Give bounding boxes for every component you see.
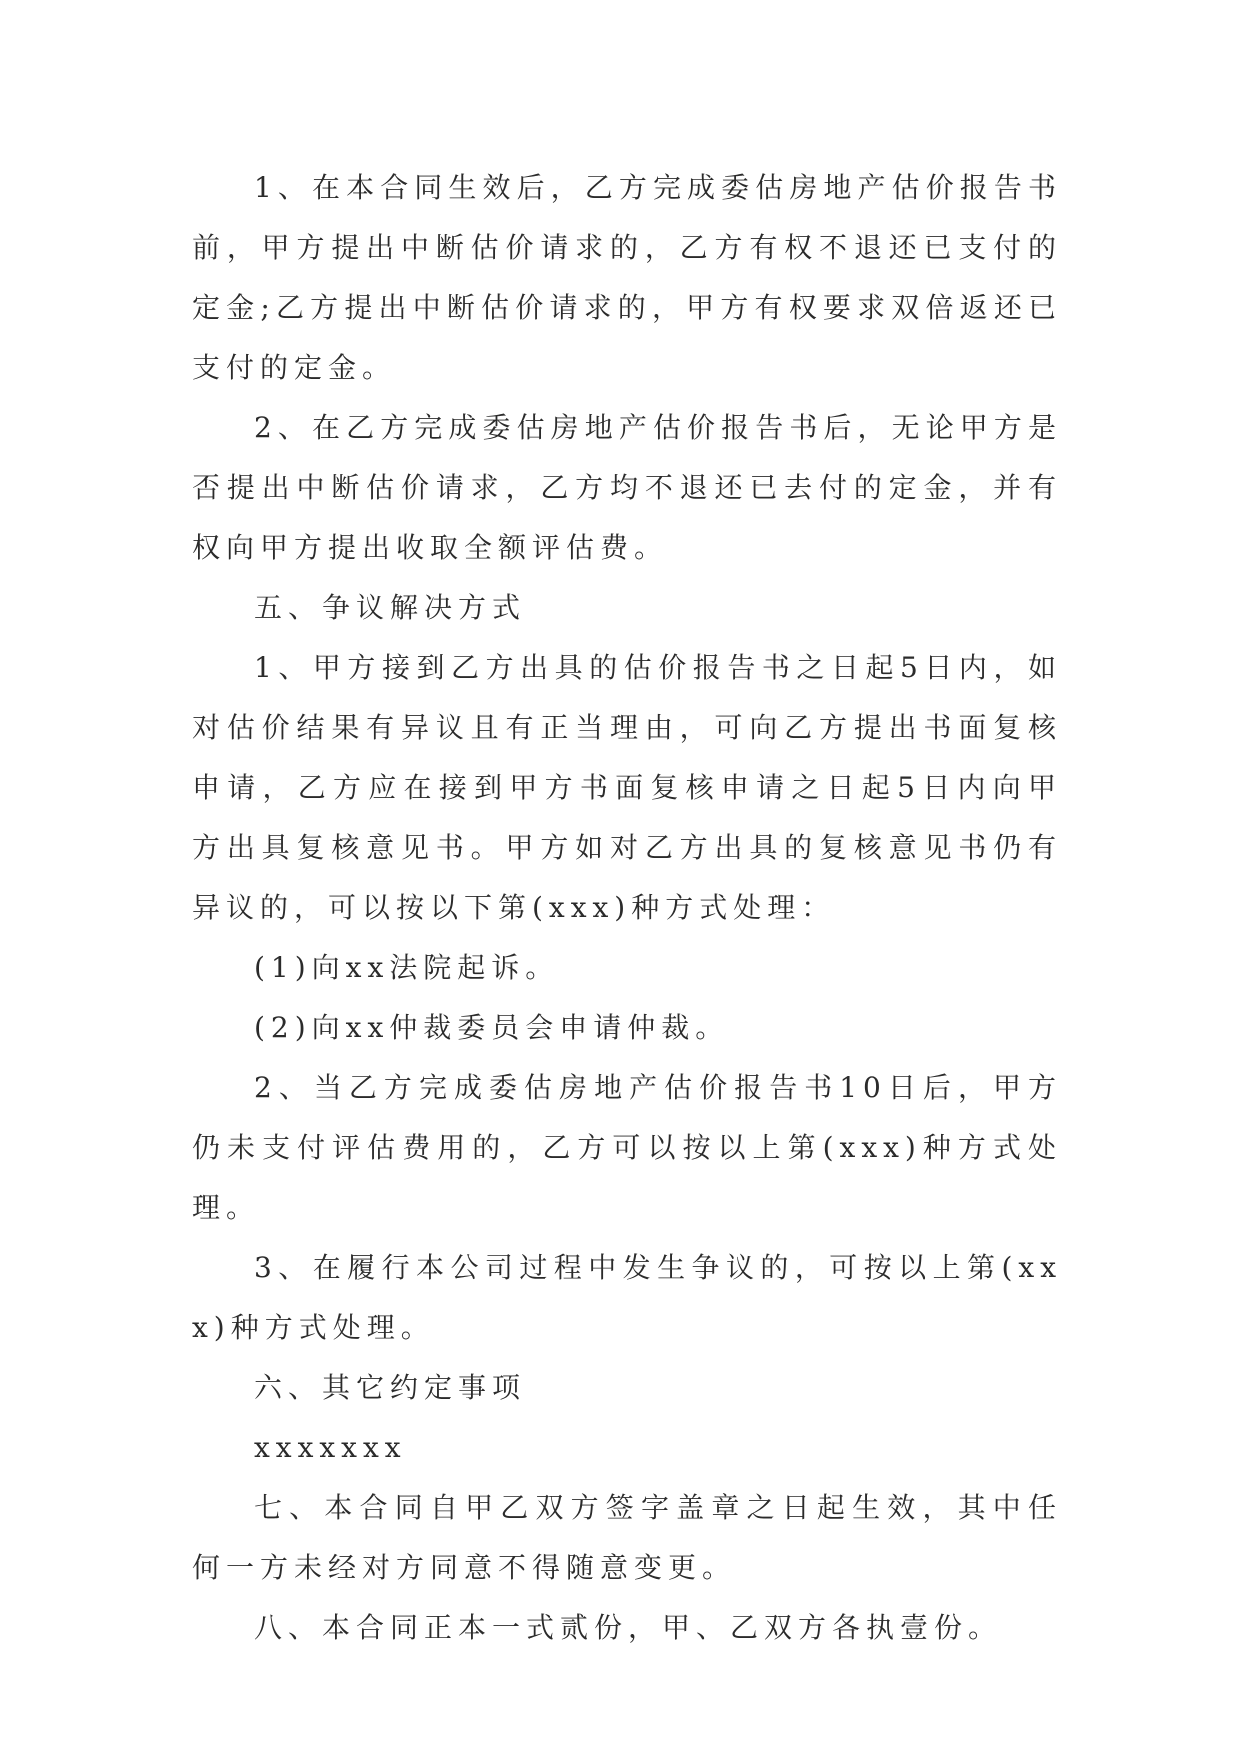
- paragraph-2: 2、在乙方完成委估房地产估价报告书后，无论甲方是否提出中断估价请求，乙方均不退还已去付的定金，并有权向甲方提出收取全额评估费。: [192, 411, 1062, 564]
- option-2: (2)向xx仲裁委员会申请仲裁。: [254, 1011, 730, 1044]
- paragraph-1: 1、在本合同生效后，乙方完成委估房地产估价报告书前，甲方提出中断估价请求的，乙方有权不退还已支付的定金;乙方提出中断估价请求的，甲方有权要求双倍返还已支付的定金。: [192, 171, 1062, 384]
- paragraph-5: 3、在履行本公司过程中发生争议的，可按以上第(xxx)种方式处理。: [192, 1251, 1062, 1344]
- paragraph-4: 2、当乙方完成委估房地产估价报告书10日后，甲方仍未支付评估费用的，乙方可以按以上第(xxx)种方式处理。: [192, 1071, 1062, 1224]
- section-heading-5: 五、争议解决方式: [254, 591, 527, 624]
- paragraph-3: 1、甲方接到乙方出具的估价报告书之日起5日内，如对估价结果有异议且有正当理由，可向乙方提出书面复核申请，乙方应在接到甲方书面复核申请之日起5日内向甲方出具复核意见书。甲方如对乙方出具的复核意见书仍有异议的，可以按以下第(xxx)种方式处理：: [192, 651, 1062, 924]
- placeholder-text: xxxxxxx: [254, 1431, 407, 1464]
- section-heading-6: 六、其它约定事项: [254, 1371, 527, 1404]
- section-heading-8: 八、本合同正本一式贰份，甲、乙双方各执壹份。: [254, 1611, 1003, 1644]
- section-heading-7: 七、本合同自甲乙双方签字盖章之日起生效，其中任何一方未经对方同意不得随意变更。: [192, 1491, 1062, 1584]
- option-1: (1)向xx法院起诉。: [254, 951, 560, 984]
- document-body: [192, 158, 1062, 1658]
